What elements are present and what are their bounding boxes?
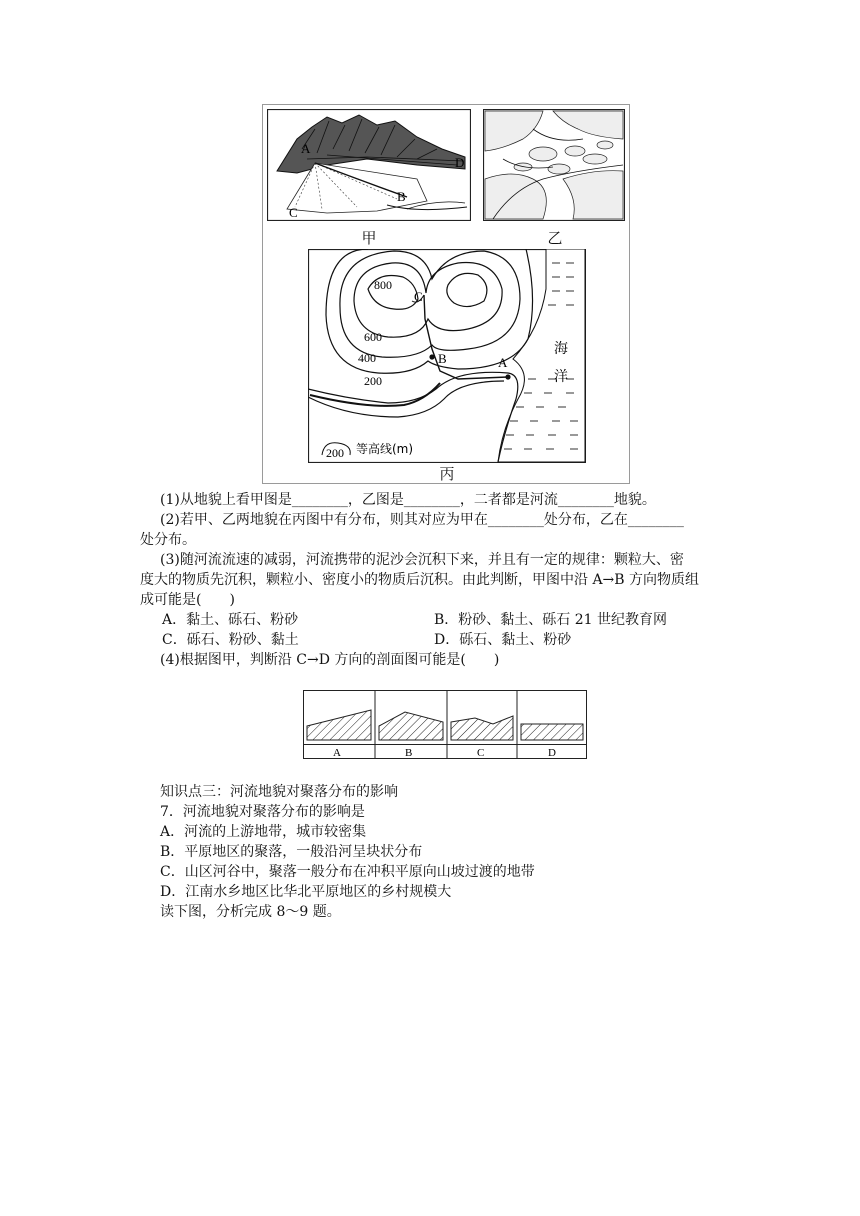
question-3-options-row-1 bbox=[160, 610, 740, 630]
bing-point-c: C bbox=[414, 289, 423, 304]
question-2-line-1: (2)若甲、乙两地貌在丙图中有分布，则其对应为甲在________处分布，乙在________ bbox=[160, 512, 684, 528]
profile-label-d: D bbox=[548, 747, 556, 759]
sea-label-1: 海 bbox=[554, 341, 568, 357]
profile-diagrams bbox=[303, 690, 587, 760]
question-3-options-row-2 bbox=[160, 630, 740, 650]
q7-option-d: D．江南水乡地区比华北平原地区的乡村规模大 bbox=[160, 884, 452, 900]
legend-value: 200 bbox=[326, 446, 344, 460]
legend-text: 等高线(m) bbox=[356, 442, 414, 456]
jia-point-a: A bbox=[301, 141, 311, 156]
q3-option-b: B．粉砂、黏土、砾石 21 世纪教育网 bbox=[434, 612, 668, 628]
instruction-8-9: 读下图，分析完成 8～9 题。 bbox=[160, 904, 341, 920]
question-3-line-1: (3)随河流流速的减弱，河流携带的泥沙会沉积下来，并且有一定的规律：颗粒大、密 bbox=[160, 552, 684, 568]
sea-label-2: 洋 bbox=[554, 369, 568, 385]
figure-jia-sketch bbox=[267, 109, 471, 221]
figure-yi-delta bbox=[483, 109, 625, 221]
contour-label-600: 600 bbox=[364, 330, 382, 344]
q7-option-c: C．山区河谷中，聚落一般分布在冲积平原向山坡过渡的地带 bbox=[160, 864, 535, 880]
questions-block bbox=[140, 490, 740, 670]
contour-label-400: 400 bbox=[358, 351, 376, 365]
jia-point-b: B bbox=[397, 189, 406, 204]
jia-point-d: D bbox=[455, 155, 465, 170]
profile-label-c: C bbox=[477, 747, 485, 759]
label-bing: 丙 bbox=[439, 465, 455, 483]
section-title: 知识点三：河流地貌对聚落分布的影响 bbox=[160, 784, 398, 800]
q3-option-a: A．黏土、砾石、粉砂 bbox=[162, 612, 299, 628]
profile-d-shape bbox=[521, 724, 583, 740]
figure-frame bbox=[262, 104, 630, 484]
question-4: (4)根据图甲，判断沿 C→D 方向的剖面图可能是( ) bbox=[160, 652, 500, 668]
question-3-line-3: 成可能是( ) bbox=[140, 592, 235, 608]
bing-point-a: A bbox=[498, 355, 508, 370]
q7-option-a: A．河流的上游地带，城市较密集 bbox=[160, 824, 367, 840]
q3-option-c: C．砾石、粉砂、黏土 bbox=[162, 632, 299, 648]
question-1: (1)从地貌上看甲图是________，乙图是________，二者都是河流________地貌。 bbox=[160, 492, 656, 508]
question-7: 7．河流地貌对聚落分布的影响是 bbox=[160, 804, 365, 820]
contour-label-200: 200 bbox=[364, 374, 382, 388]
profile-label-b: B bbox=[405, 747, 413, 759]
bing-point-b: B bbox=[438, 351, 447, 366]
profile-label-a: A bbox=[333, 747, 341, 759]
label-yi: 乙 bbox=[547, 229, 563, 247]
q3-option-d: D．砾石、黏土、粉砂 bbox=[434, 632, 572, 648]
jia-point-c: C bbox=[289, 205, 298, 220]
question-2-line-2: 处分布。 bbox=[140, 532, 196, 548]
knowledge-section-3 bbox=[160, 782, 740, 922]
label-jia: 甲 bbox=[361, 229, 377, 247]
question-3-line-2: 度大的物质先沉积，颗粒小、密度小的物质后沉积。由此判断，甲图中沿 A→B 方向物质组 bbox=[140, 572, 700, 588]
contour-label-800: 800 bbox=[374, 278, 392, 292]
q7-option-b: B．平原地区的聚落，一般沿河呈块状分布 bbox=[160, 844, 423, 860]
figure-bing-contour-map bbox=[308, 249, 586, 463]
